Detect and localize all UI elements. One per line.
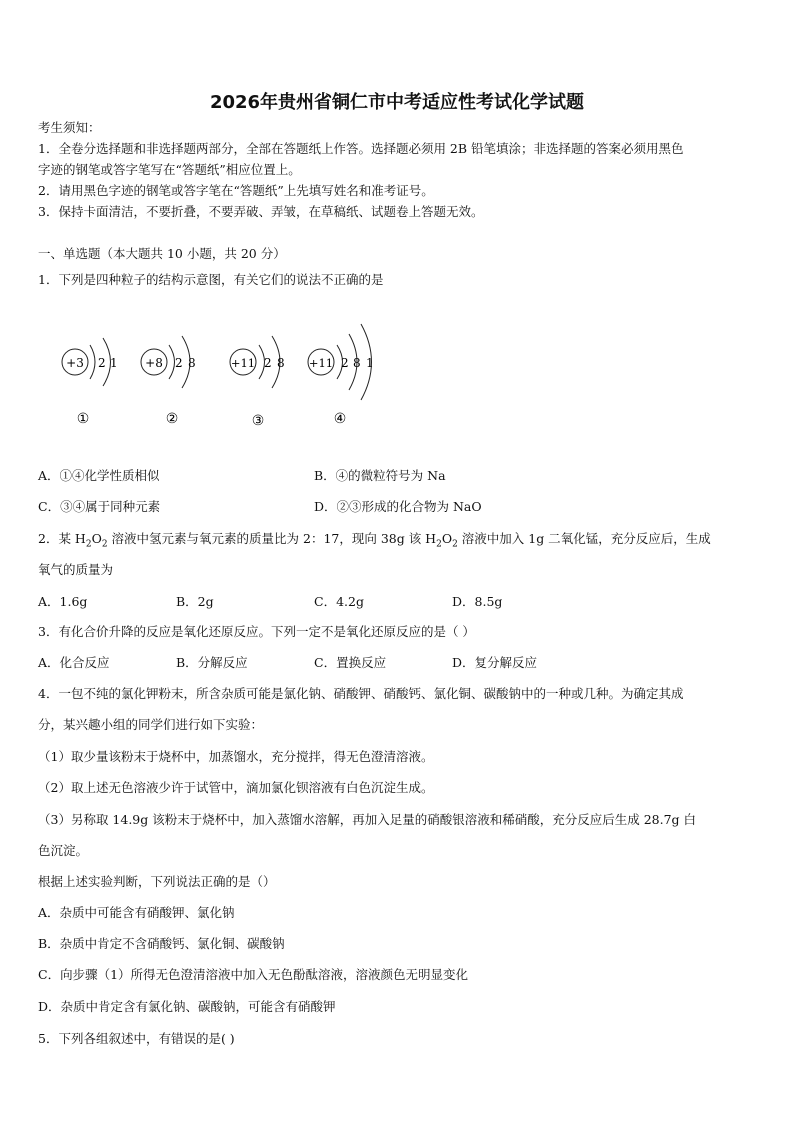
atom-diagram-3 (230, 336, 285, 388)
atom-4-shell-1: 2 (341, 356, 349, 370)
page-title: 2026年贵州省铜仁市中考适应性考试化学试题 (209, 92, 585, 113)
atom-4-shell-2: 8 (353, 356, 361, 370)
q4-option-a: A．杂质中可能含有硝酸钾、氯化钠 (38, 905, 235, 920)
q1-option-d: D．②③形成的化合物为 NaO (314, 499, 482, 514)
atom-1-nucleus: +3 (66, 356, 84, 370)
section-heading: 一、单选题（本大题共 10 小题，共 20 分） (38, 246, 286, 261)
atom-2-label: ② (165, 411, 179, 427)
atom-4-shell-3: 1 (366, 356, 374, 370)
q4-step-2: （2）取上述无色溶液少许于试管中，滴加氯化钡溶液有白色沉淀生成。 (38, 780, 434, 795)
q3-option-a: A．化合反应 (38, 655, 110, 670)
atom-3-shell-1: 2 (264, 356, 272, 370)
notice-item-1-cont: 字迹的钢笔或答字笔写在“答题纸”相应位置上。 (38, 162, 301, 177)
atom-3-label: ③ (251, 413, 265, 429)
q2-stem: 2．某 $H_2O_2$ 溶液中氢元素与氧元素的质量比为 2：17，现向 38g 该 $H_2O_2$ 溶液中加入 1g 二氧化锰，充分反应后，生成 (38, 531, 711, 550)
atom-diagram-1 (62, 338, 118, 386)
q1-option-b: B．④的微粒符号为 Na (314, 468, 446, 483)
q2-option-d: D．8.5g (452, 594, 503, 609)
atom-2-nucleus: +8 (145, 356, 163, 370)
q3-option-c: C．置换反应 (314, 655, 387, 670)
atom-3-shell-2: 8 (277, 356, 285, 370)
q4-option-b: B．杂质中肯定不含硝酸钙、氯化铜、碳酸钠 (38, 936, 285, 951)
q4-stem: 4．一包不纯的氯化钾粉末，所含杂质可能是氯化钠、硝酸钾、硝酸钙、氯化铜、碳酸钠中的一种或几种。为确定其成 (38, 686, 684, 701)
atom-structure-diagrams (0, 310, 794, 430)
atom-2-shell-1: 2 (175, 356, 183, 370)
q1-option-a: A．①④化学性质相似 (38, 468, 160, 483)
notice-heading: 考生须知： (38, 120, 101, 135)
q1-stem: 1．下列是四种粒子的结构示意图，有关它们的说法不正确的是 (38, 272, 384, 287)
q3-stem: 3．有化合价升降的反应是氧化还原反应。下列一定不是氧化还原反应的是（ ） (38, 624, 475, 639)
atom-1-shell-2: 1 (110, 356, 118, 370)
q4-option-d: D．杂质中肯定含有氯化钠、碳酸钠，可能含有硝酸钾 (38, 999, 336, 1014)
q5-stem: 5．下列各组叙述中，有错误的是( ) (38, 1031, 235, 1046)
q2-option-a: A．1.6g (38, 594, 88, 609)
q4-step-3: （3）另称取 14.9g 该粉末于烧杯中，加入蒸馏水溶解，再加入足量的硝酸银溶液和稀硝酸，充分反应后生成 28.7g 白 (38, 812, 697, 827)
atom-4-nucleus: +11 (308, 356, 334, 370)
q2-option-c: C．4.2g (314, 594, 364, 609)
q1-option-c: C．③④属于同种元素 (38, 499, 161, 514)
q4-question: 根据上述实验判断，下列说法正确的是（） (38, 874, 276, 889)
notice-item-2: 2．请用黑色字迹的钢笔或答字笔在“答题纸”上先填写姓名和准考证号。 (38, 183, 434, 198)
q3-option-d: D．复分解反应 (452, 655, 538, 670)
q4-step-1: （1）取少量该粉末于烧杯中，加蒸馏水，充分搅拌，得无色澄清溶液。 (38, 749, 434, 764)
atom-1-label: ① (76, 411, 90, 427)
q4-step-3-cont: 色沉淀。 (38, 843, 89, 858)
atom-4-label: ④ (333, 411, 347, 427)
q3-option-b: B．分解反应 (176, 655, 248, 670)
q2-stem-cont: 氧气的质量为 (38, 562, 114, 577)
atom-3-nucleus: +11 (230, 356, 256, 370)
notice-item-3: 3．保持卡面清洁，不要折叠，不要弄破、弄皱，在草稿纸、试题卷上答题无效。 (38, 204, 484, 219)
atom-diagram-2 (141, 336, 196, 388)
atom-1-shell-1: 2 (98, 356, 106, 370)
q4-stem-cont: 分，某兴趣小组的同学们进行如下实验： (38, 717, 264, 732)
q2-option-b: B．2g (176, 594, 214, 609)
atom-diagram-4 (308, 324, 374, 400)
q4-option-c: C．向步骤（1）所得无色澄清溶液中加入无色酚酞溶液，溶液颜色无明显变化 (38, 967, 469, 982)
notice-item-1: 1．全卷分选择题和非选择题两部分，全部在答题纸上作答。选择题必须用 2B 铅笔填涂；非选择题的答案必须用黑色 (38, 141, 684, 156)
atom-2-shell-2: 8 (188, 356, 196, 370)
